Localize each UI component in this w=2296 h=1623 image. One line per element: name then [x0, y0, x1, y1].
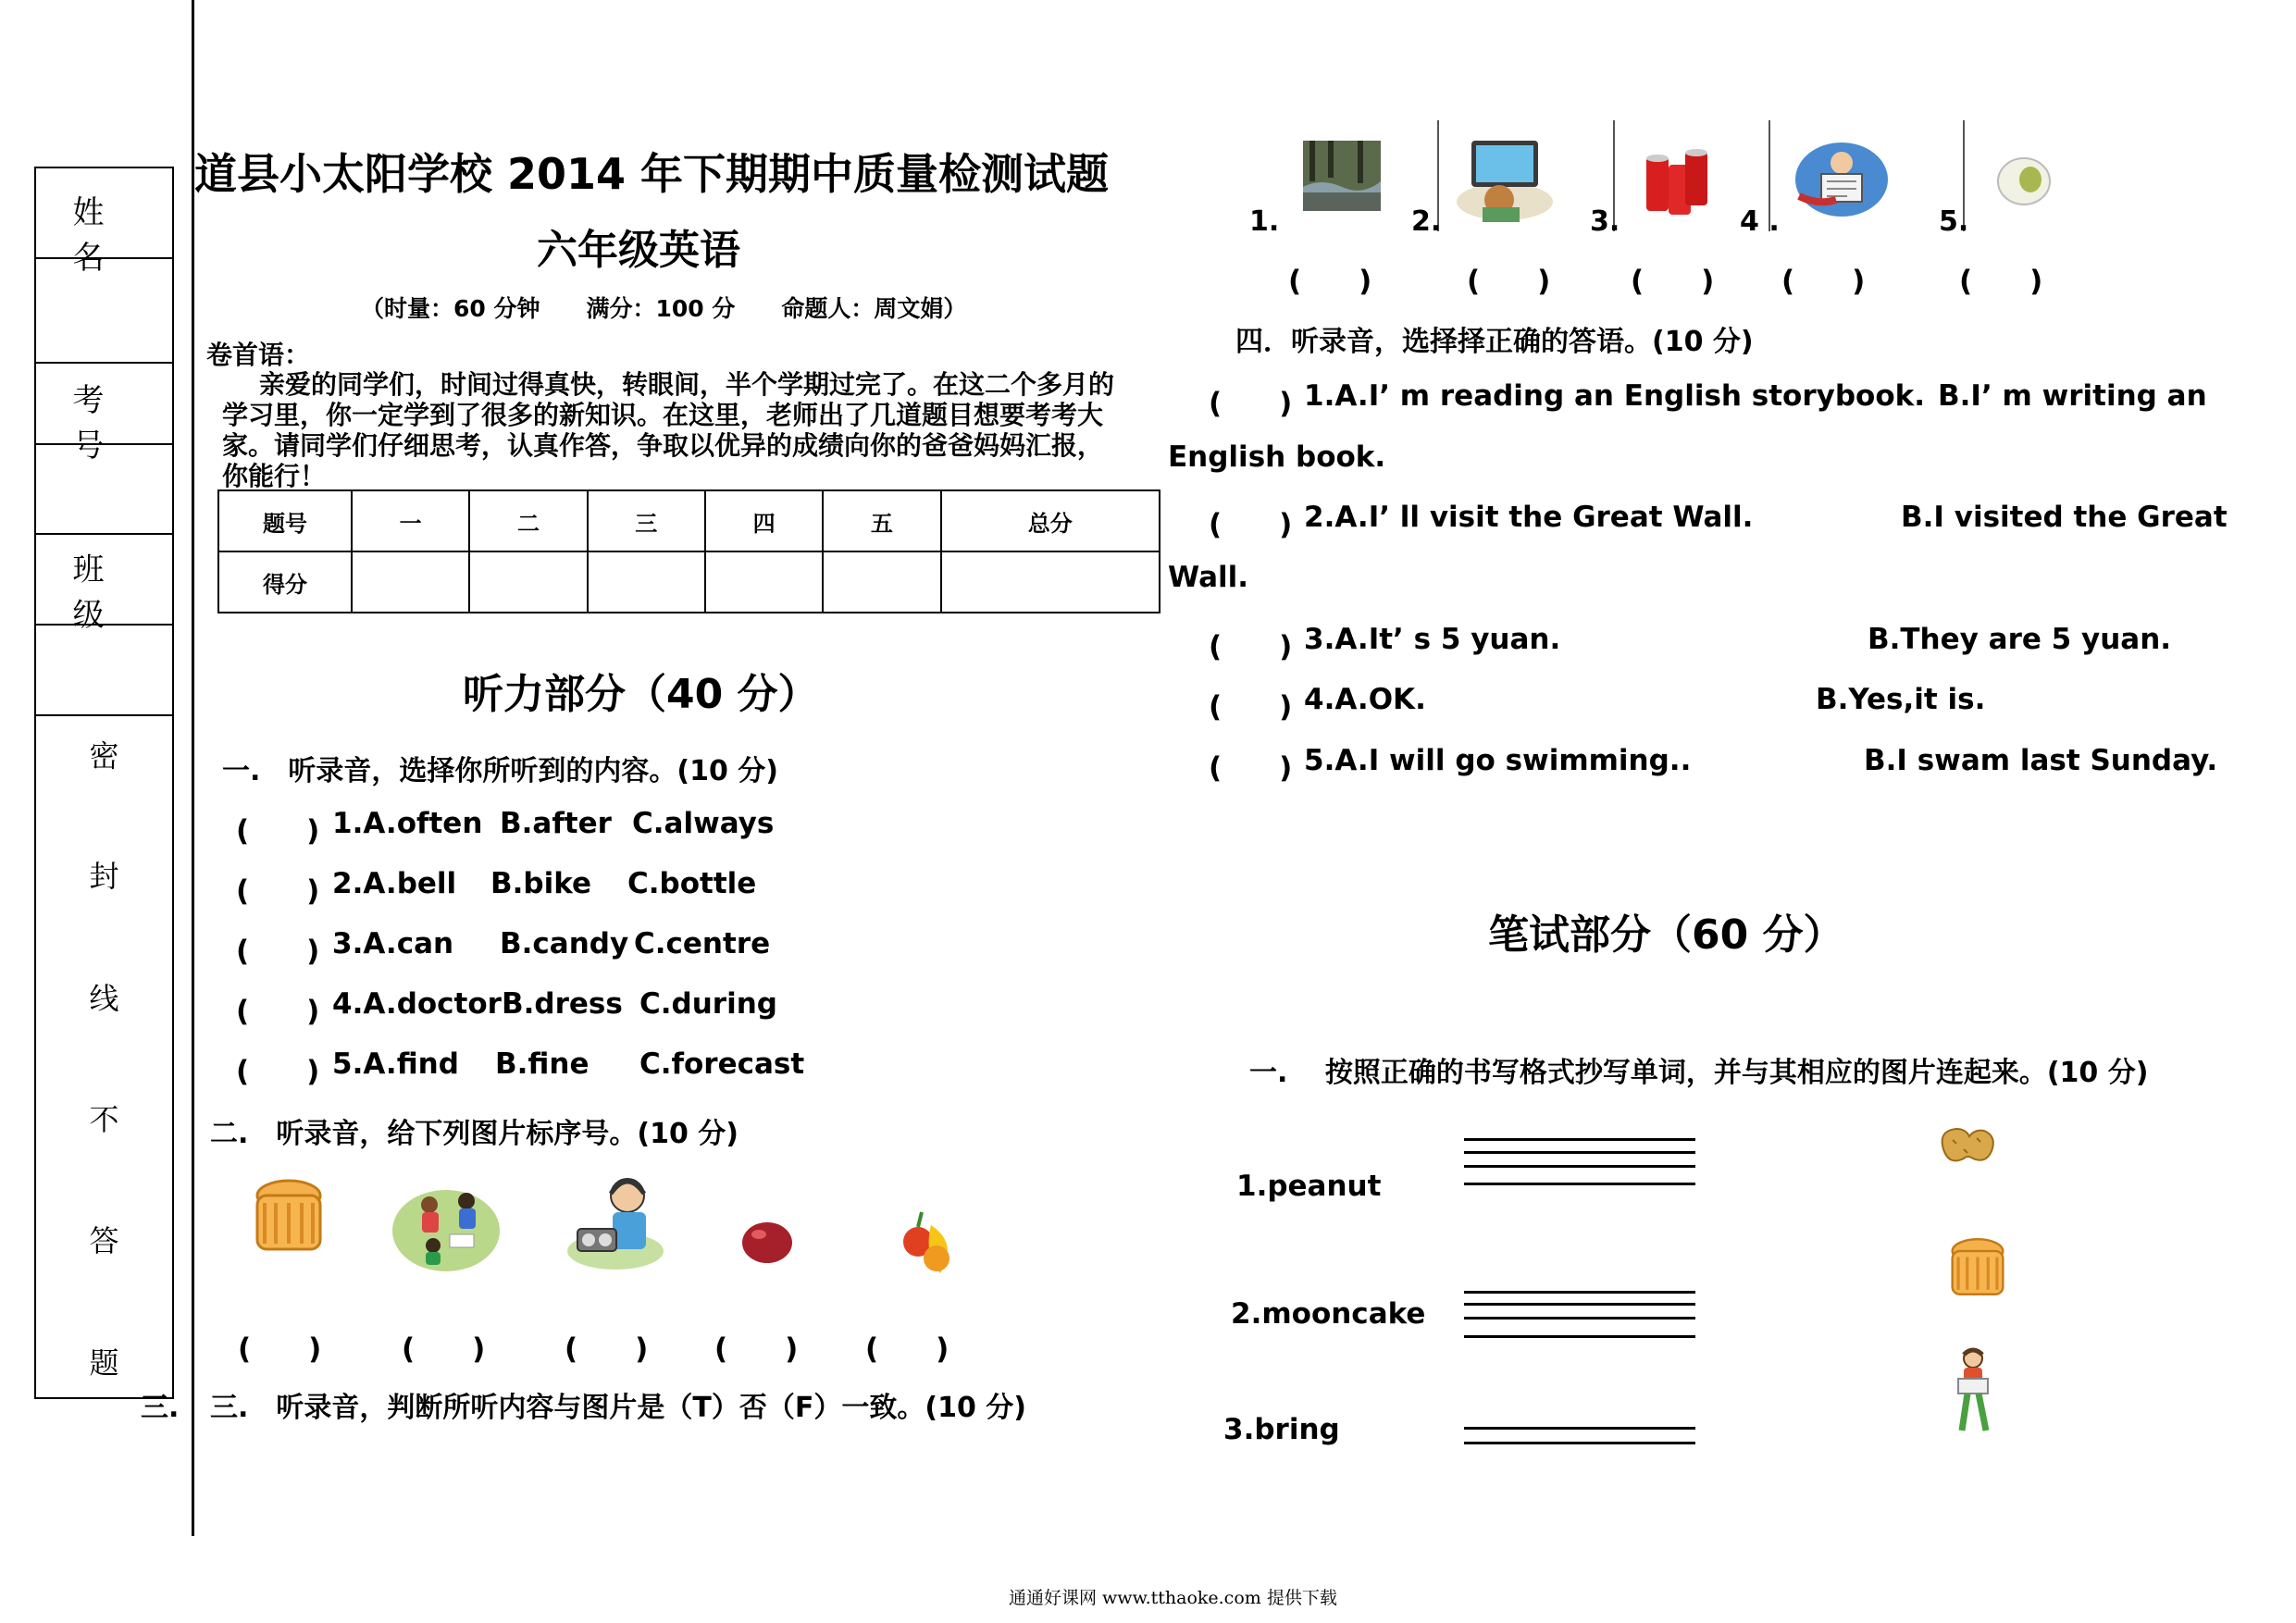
exam-number-field[interactable] [36, 445, 172, 535]
score-cell[interactable] [823, 551, 940, 613]
seal-char: 不 [89, 1102, 119, 1137]
answer-paren[interactable]: ( ) [236, 935, 320, 968]
option-c: C.always [632, 807, 775, 840]
option-b-continued: English book. [1168, 440, 1386, 474]
preface-line: 学习里，你一定学到了很多的新知识。在这里，老师出了几道题目想要考考大 [222, 400, 1104, 430]
answer-paren[interactable]: ( ) [402, 1332, 486, 1366]
answer-paren[interactable]: ( ) [1209, 630, 1293, 663]
answer-paren[interactable]: ( ) [1959, 265, 2043, 298]
option-a: 3.A.It’ s 5 yuan. [1304, 623, 1561, 656]
writing-q1-title: 一. 按照正确的书写格式抄写单词，并与其相应的图片连起来。(10 分) [1249, 1057, 2149, 1089]
score-cell[interactable] [705, 551, 823, 613]
answer-paren[interactable]: ( ) [236, 814, 320, 848]
list-item [236, 1047, 1161, 1088]
q3-number: 5. [1939, 205, 1969, 238]
option-a: 2.A.bell [332, 867, 457, 900]
answer-paren[interactable]: ( ) [1631, 265, 1715, 298]
score-cell[interactable] [588, 551, 705, 613]
writing-line [1464, 1303, 1695, 1306]
option-b: B.I swam last Sunday. [1864, 744, 2218, 777]
score-table [217, 489, 1160, 613]
answer-paren[interactable]: ( ) [236, 1055, 320, 1088]
class-label: 班 级 [72, 551, 136, 634]
man-newspaper-icon [1793, 141, 1890, 218]
writing-section-title: 笔试部分（60 分） [1488, 911, 1844, 959]
q3-margin-marker: 三. [141, 1392, 180, 1424]
score-table-header-row [218, 490, 1160, 551]
option-b: B.candy [500, 927, 629, 960]
fruit-icon [896, 1205, 964, 1279]
boy-computer-icon [1455, 137, 1555, 222]
answer-paren[interactable]: ( ) [1209, 508, 1293, 541]
option-b: B.Yes,it is. [1816, 683, 1986, 716]
class-label-cell [36, 535, 172, 634]
copy-word: 3.bring [1223, 1413, 1340, 1446]
option-b-continued: Wall. [1168, 561, 1249, 594]
writing-line [1464, 1183, 1695, 1185]
footer-credit: 通通好课网 www.tthaoke.com 提供下载 [1009, 1588, 1337, 1608]
option-c: C.during [639, 987, 777, 1021]
peanut-icon [1936, 1121, 1997, 1170]
score-cell[interactable] [941, 551, 1160, 613]
answer-paren[interactable]: ( ) [1467, 265, 1551, 298]
score-cell[interactable] [469, 551, 587, 613]
option-a: 5.A.find [332, 1047, 459, 1081]
preface-line: 家。请同学们仔细思考，认真作答，争取以优异的成绩向你的爸爸妈妈汇报， [222, 430, 1104, 461]
q2-title: 二. 听录音，给下列图片标序号。(10 分) [210, 1118, 739, 1150]
q3-title: 三. 听录音，判断所听内容与图片是（T）否（F）一致。(10 分) [210, 1392, 1026, 1424]
answer-paren[interactable]: ( ) [236, 995, 320, 1028]
option-b: B.fine [495, 1047, 590, 1081]
name-label: 姓 名 [72, 194, 136, 277]
listening-section-title: 听力部分（40 分） [463, 671, 819, 718]
table-header-cell: 一 [352, 490, 469, 551]
copy-word: 1.peanut [1236, 1170, 1382, 1203]
answer-paren[interactable]: ( ) [238, 1332, 322, 1366]
option-b: B.I’ m writing an [1938, 379, 2207, 413]
bean-icon [740, 1220, 794, 1266]
table-header-cell: 总分 [941, 490, 1160, 551]
score-row-label: 得分 [218, 551, 352, 613]
preface-line: 亲爱的同学们，时间过得真快，转眼间，半个学期过完了。在这二个多月的 [259, 369, 1115, 400]
writing-line [1464, 1317, 1695, 1319]
soda-cans-icon [1643, 146, 1713, 217]
answer-paren[interactable]: ( ) [1288, 265, 1372, 298]
exam-number-label-cell [36, 364, 172, 465]
writing-line [1464, 1138, 1695, 1141]
list-item [236, 867, 1161, 908]
answer-paren[interactable]: ( ) [1209, 387, 1293, 420]
option-b: B.They are 5 yuan. [1868, 623, 2172, 656]
name-field[interactable] [36, 259, 172, 364]
preface-line: 你能行！ [222, 461, 327, 491]
option-a: 1.A.I’ m reading an English storybook. [1304, 379, 1926, 413]
q3-number: 3. [1590, 205, 1620, 238]
score-cell[interactable] [352, 551, 469, 613]
writing-line [1464, 1427, 1695, 1430]
mooncake-icon [252, 1177, 326, 1262]
option-a: 4.A.OK. [1304, 683, 1426, 716]
option-b: B.after [500, 807, 612, 840]
writing-line [1464, 1165, 1695, 1168]
student-info-box [34, 167, 174, 1399]
seal-char: 答 [89, 1223, 119, 1258]
option-b: B.I visited the Great [1901, 501, 2228, 534]
boy-listening-radio-icon [565, 1168, 666, 1271]
option-c: C.centre [634, 927, 771, 960]
mooncake-icon [1947, 1236, 2008, 1305]
copy-word: 2.mooncake [1231, 1297, 1426, 1331]
option-b: B.dress [502, 987, 623, 1021]
exam-info: （时量：60 分钟 满分：100 分 命题人：周文娟） [361, 295, 967, 322]
table-header-cell: 五 [823, 490, 940, 551]
name-label-cell [36, 168, 172, 277]
writing-line [1464, 1291, 1695, 1294]
q3-number: 2. [1411, 205, 1442, 238]
binding-line [192, 0, 194, 1536]
children-picnic-icon [391, 1173, 502, 1275]
option-c: C.bottle [627, 867, 757, 900]
table-header-cell: 二 [469, 490, 587, 551]
exam-title: 道县小太阳学校 2014 年下期期中质量检测试题 [194, 149, 1110, 199]
answer-paren[interactable]: ( ) [714, 1332, 799, 1366]
q3-number: 1. [1249, 205, 1280, 238]
writing-line [1464, 1151, 1695, 1154]
exam-subject: 六年级英语 [537, 227, 740, 274]
option-b: B.bike [490, 867, 592, 900]
river-photo-icon [1303, 141, 1381, 211]
seal-char: 题 [89, 1345, 119, 1381]
seal-char: 线 [89, 981, 119, 1016]
boy-carrying-icon [1953, 1347, 1993, 1438]
q1-title: 一. 听录音，选择你所听到的内容。(10 分) [222, 755, 779, 787]
option-a: 2.A.I’ ll visit the Great Wall. [1304, 501, 1754, 534]
answer-paren[interactable]: ( ) [1209, 751, 1293, 785]
option-a: 1.A.often [332, 807, 483, 840]
answer-paren[interactable]: ( ) [1781, 265, 1866, 298]
q3-number: 4 . [1740, 205, 1780, 238]
table-header-cell: 三 [588, 490, 705, 551]
table-header-cell: 题号 [218, 490, 352, 551]
writing-line [1464, 1335, 1695, 1338]
answer-paren[interactable]: ( ) [1209, 690, 1293, 724]
writing-line [1464, 1442, 1695, 1444]
seal-char: 密 [89, 738, 119, 774]
list-item [236, 987, 1161, 1028]
option-a: 3.A.can [332, 927, 454, 960]
option-a: 5.A.I will go swimming.. [1304, 744, 1692, 777]
answer-paren[interactable]: ( ) [565, 1332, 649, 1366]
q4-title: 四．听录音，选择择正确的答语。(10 分) [1235, 326, 1754, 358]
score-table-score-row [218, 551, 1160, 613]
egg-icon [1995, 155, 2053, 207]
list-item [236, 927, 1161, 968]
seal-char: 封 [89, 859, 119, 894]
preface-label: 卷首语： [206, 340, 311, 370]
exam-number-label: 考 号 [72, 382, 136, 465]
table-header-cell: 四 [705, 490, 823, 551]
answer-paren[interactable]: ( ) [865, 1332, 949, 1366]
answer-paren[interactable]: ( ) [236, 874, 320, 908]
option-a: 4.A.doctor [332, 987, 502, 1021]
list-item [236, 807, 1161, 848]
option-c: C.forecast [639, 1047, 805, 1081]
class-field[interactable] [36, 626, 172, 716]
